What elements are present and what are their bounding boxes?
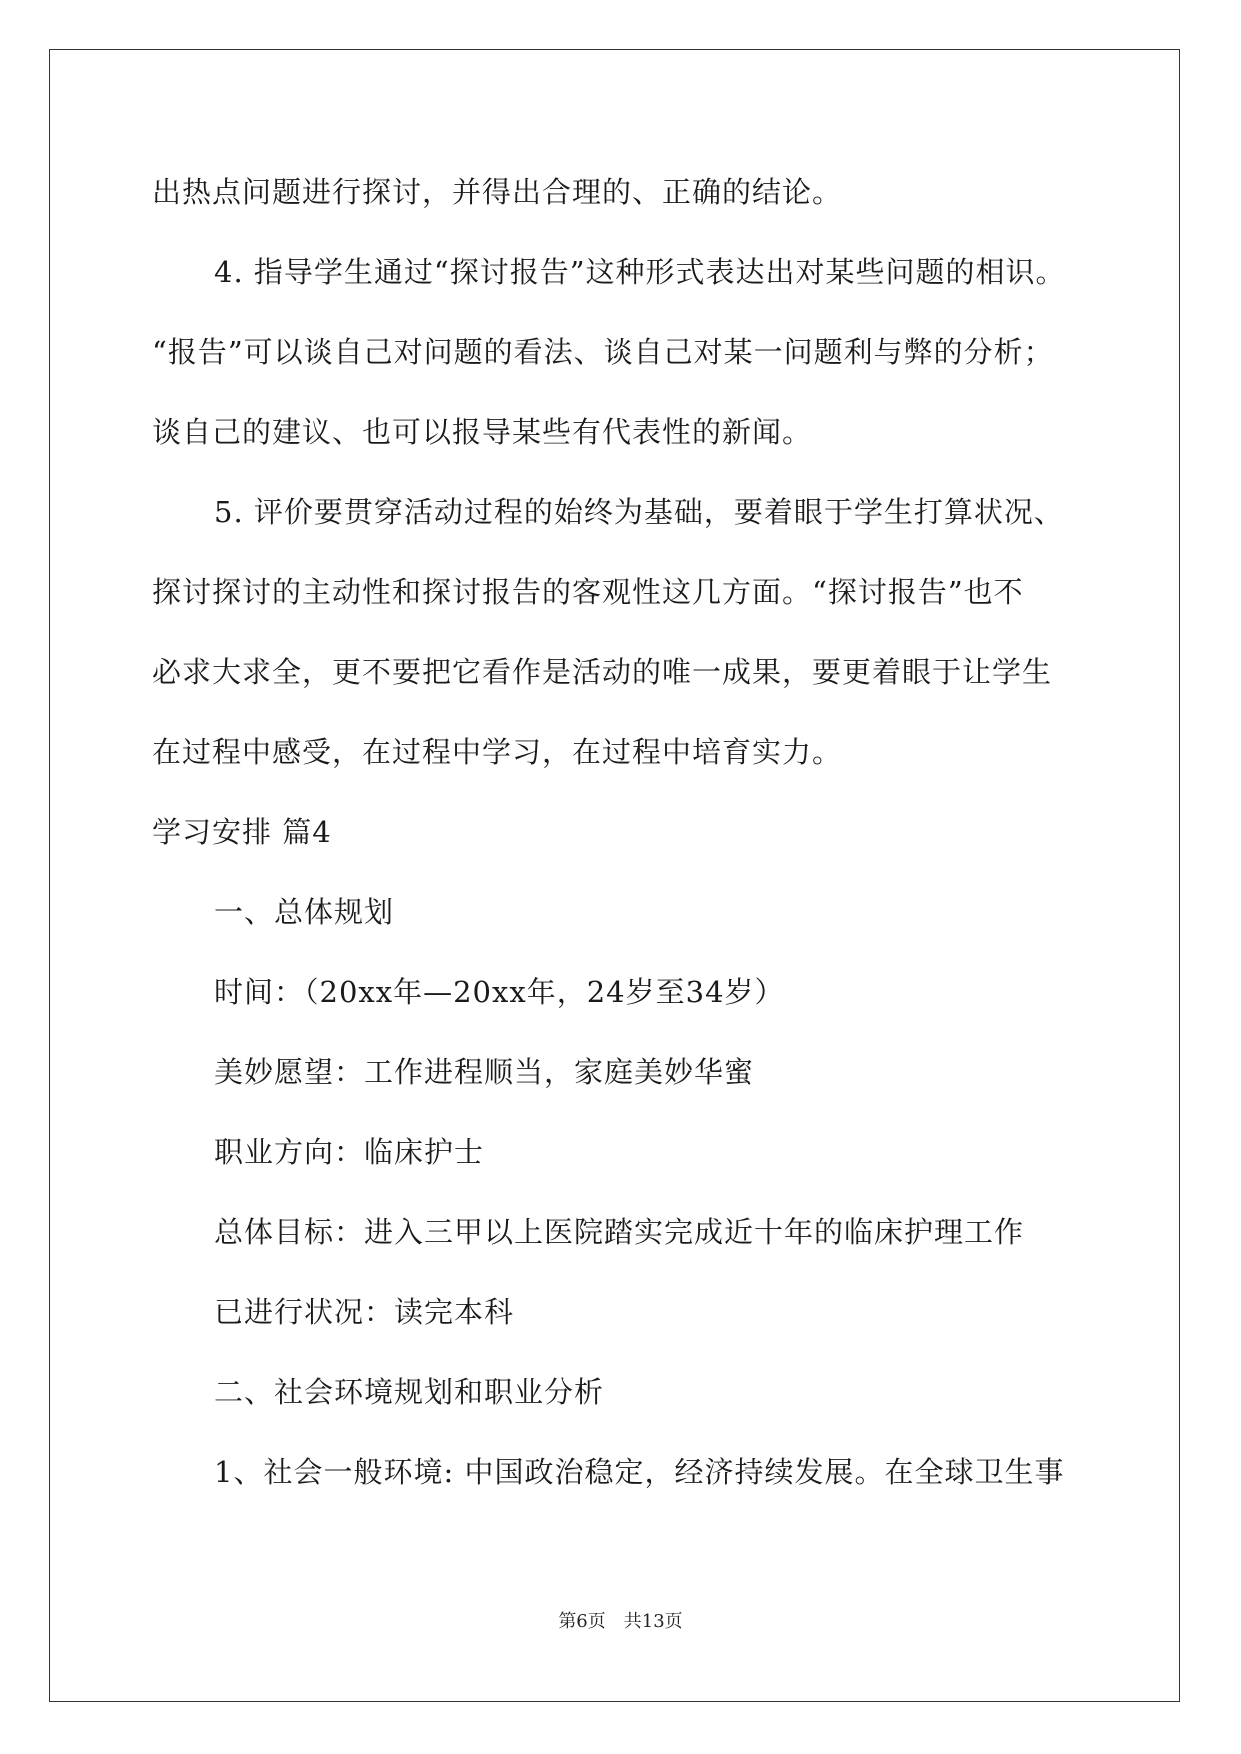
text-line-16: 二、社会环境规划和职业分析 [214,1375,605,1409]
text-line-7: 必求大求全，更不要把它看作是活动的唯一成果，要更着眼于让学生 [152,655,1053,689]
text-line-1: 出热点问题进行探讨，并得出合理的、正确的结论。 [152,175,843,209]
section-heading: 学习安排 篇4 [152,815,332,849]
page-number: 第6页 共13页 [558,1611,683,1632]
text-line-14: 总体目标：进入三甲以上医院踏实完成近十年的临床护理工作 [214,1215,1025,1249]
text-line-17: 1、社会一般环境: 中国政治稳定，经济持续发展。在全球卫生事 [214,1455,1065,1489]
text-line-4: 谈自己的建议、也可以报导某些有代表性的新闻。 [152,415,813,449]
text-line-2: 4. 指导学生通过“探讨报告”这种形式表达出对某些问题的相识。 [214,255,1066,289]
text-line-11: 时间：（20xx年—20xx年，24岁至34岁） [214,975,785,1009]
text-line-8: 在过程中感受，在过程中学习，在过程中培育实力。 [152,735,843,769]
text-line-6: 探讨探讨的主动性和探讨报告的客观性这几方面。“探讨报告”也不 [152,575,1024,609]
text-line-15: 已进行状况：读完本科 [214,1295,515,1329]
text-line-3: “报告”可以谈自己对问题的看法、谈自己对某一问题利与弊的分析； [152,335,1054,369]
text-line-10: 一、总体规划 [214,895,395,929]
text-line-13: 职业方向：临床护士 [214,1135,485,1169]
text-line-5: 5. 评价要贯穿活动过程的始终为基础，要着眼于学生打算状况、 [214,495,1064,529]
text-line-12: 美妙愿望：工作进程顺当，家庭美妙华蜜 [214,1055,755,1089]
